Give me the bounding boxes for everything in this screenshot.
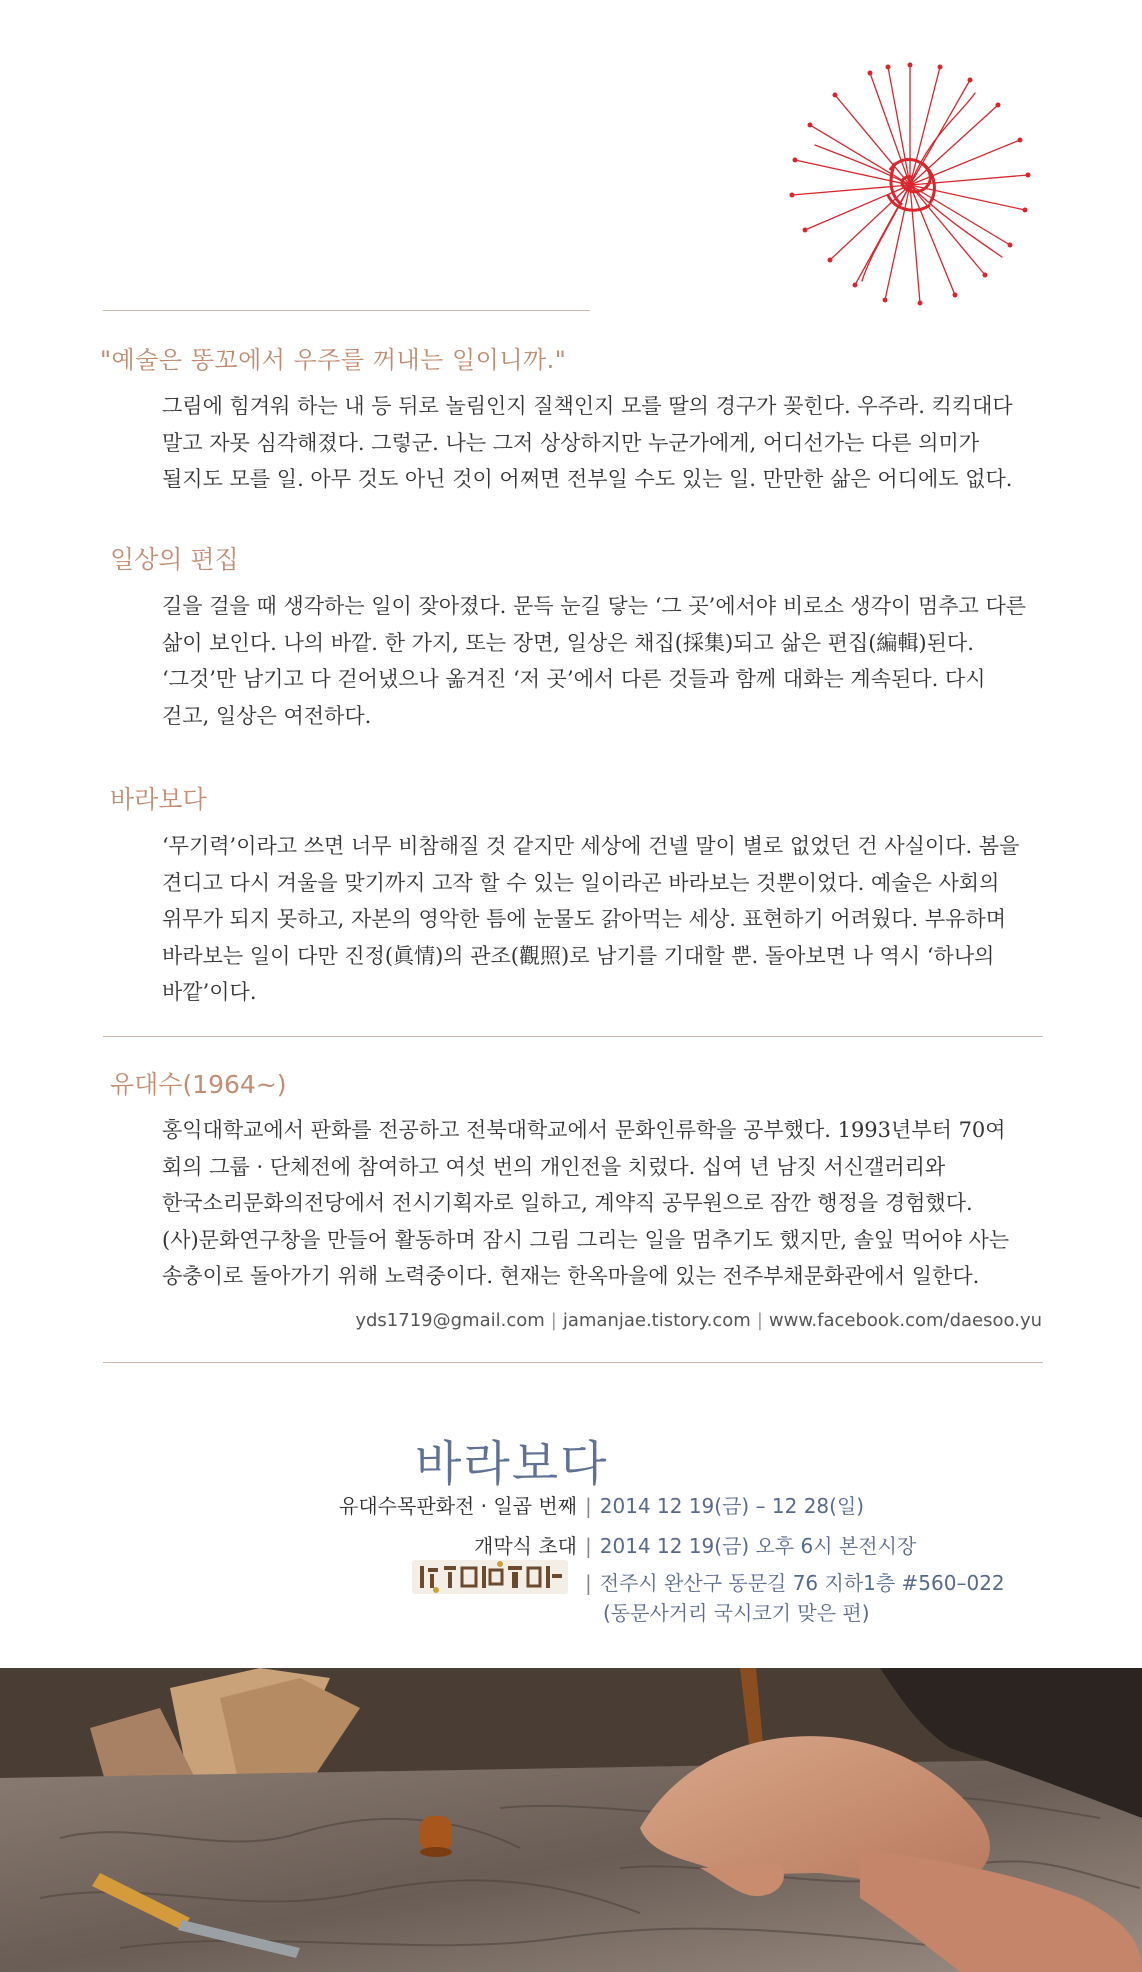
paragraph-line: ‘그것’만 남기고 다 걷어냈으나 옮겨진 ‘저 곳’에서 다른 것들과 함께 대화는 계속된다. 다시	[162, 667, 986, 691]
paragraph-line: 길을 걸을 때 생각하는 일이 잦아졌다. 문득 눈길 닿는 ‘그 곳’에서야 비로소 생각이 멈추고 다른	[162, 594, 1027, 618]
separator: |	[585, 1494, 592, 1518]
paragraph-line: ‘무기력’이라고 쓰면 너무 비참해질 것 같지만 세상에 건넬 말이 별로 없었던 건 사실이다. 봄을	[162, 834, 1020, 858]
opening-info	[585, 1530, 916, 1559]
paragraph-line: 바깥’이다.	[162, 980, 257, 1004]
bio-divider	[103, 1036, 1043, 1037]
opening-label: 개막식 초대	[474, 1534, 577, 1558]
paragraph-line: 바라보는 일이 다만 진정(眞情)의 관조(觀照)로 남기를 기대할 뿐. 돌아보면 나 역시 ‘하나의	[162, 943, 995, 968]
exhibition-dates-text: 2014 12 19(금) – 12 28(일)	[599, 1494, 865, 1518]
paragraph-line: 위무가 되지 못하고, 자본의 영악한 틈에 눈물도 갉아먹는 세상. 표현하기 어려웠다. 부유하며	[162, 907, 1007, 931]
venue-logo	[410, 1556, 570, 1598]
bio-line: 송충이로 돌아가기 위해 노력중이다. 현재는 한옥마을에 있는 전주부채문화관에서 일한다.	[162, 1264, 980, 1288]
section-paragraph-daily-edit	[162, 588, 1062, 734]
intro-line: 말고 자못 심각해졌다. 그렇군. 나는 그저 상상하지만 누군가에게, 어디선가는 다른 의미가	[162, 430, 980, 455]
venue-address-text: 전주시 완산구 동문길 76 지하1층 #560–022	[599, 1571, 1005, 1595]
woodcut-carving-photo	[0, 1668, 1142, 1972]
exhibition-dates	[585, 1490, 864, 1519]
bio-paragraph	[162, 1112, 1062, 1295]
separator: |	[756, 1310, 763, 1331]
opening-info-text: 2014 12 19(금) 오후 6시 본전시장	[599, 1534, 917, 1558]
bio-line: (사)문화연구창을 만들어 활동하며 잠시 그림 그리는 일을 멈추기도 했지만, 솔잎 먹어야 사는	[162, 1227, 1010, 1252]
bio-line: 홍익대학교에서 판화를 전공하고 전북대학교에서 문화인류학을 공부했다. 1993년부터 70여	[162, 1118, 1006, 1142]
exhibition-divider	[103, 1362, 1043, 1363]
section-heading-daily-edit: 일상의 편집	[110, 545, 239, 574]
contact-links	[355, 1310, 1042, 1331]
section-paragraph-gazing	[162, 828, 1062, 1011]
separator: |	[585, 1571, 592, 1595]
separator: |	[585, 1534, 592, 1558]
separator: |	[550, 1310, 557, 1331]
intro-line: 그림에 힘겨워 하는 내 등 뒤로 놀림인지 질책인지 모를 딸의 경구가 꽂힌다. 우주라. 킥킥대다	[162, 394, 1013, 418]
facebook-link[interactable]: www.facebook.com/daesoo.yu	[768, 1310, 1042, 1331]
top-divider	[103, 310, 590, 311]
intro-line: 될지도 모를 일. 아무 것도 아닌 것이 어쩌면 전부일 수도 있는 일. 만만한 삶은 어디에도 없다.	[162, 467, 1013, 491]
spider-lily-emblem	[770, 45, 1050, 325]
section-heading-gazing: 바라보다	[110, 785, 207, 814]
bio-line: 한국소리문화의전당에서 전시기획자로 일하고, 계약직 공무원으로 잠깐 행정을 경험했다.	[162, 1191, 973, 1215]
epigraph-quote: "예술은 똥꼬에서 우주를 꺼내는 일이니까."	[100, 346, 567, 374]
paragraph-line: 걷고, 일상은 여전하다.	[162, 703, 372, 728]
email-link[interactable]: yds1719@gmail.com	[355, 1310, 545, 1331]
paragraph-line: 삶이 보인다. 나의 바깥. 한 가지, 또는 장면, 일상은 채집(採集)되고 삶은 편집(編輯)된다.	[162, 630, 974, 655]
intro-paragraph	[162, 388, 1062, 498]
exhibition-title: 바라보다	[415, 1436, 609, 1492]
blog-link[interactable]: jamanjae.tistory.com	[562, 1310, 751, 1331]
bio-heading: 유대수(1964~)	[110, 1070, 287, 1099]
venue-address	[585, 1567, 1005, 1596]
exhibition-subtitle: 유대수목판화전 · 일곱 번째	[339, 1494, 577, 1518]
venue-directions: (동문사거리 국시코기 맞은 편)	[603, 1601, 870, 1625]
bio-line: 회의 그룹 · 단체전에 참여하고 여섯 번의 개인전을 치렀다. 십여 년 남짓 서신갤러리와	[162, 1154, 946, 1179]
paragraph-line: 견디고 다시 겨울을 맞기까지 고작 할 수 있는 일이라곤 바라보는 것뿐이었다. 예술은 사회의	[162, 870, 1000, 895]
